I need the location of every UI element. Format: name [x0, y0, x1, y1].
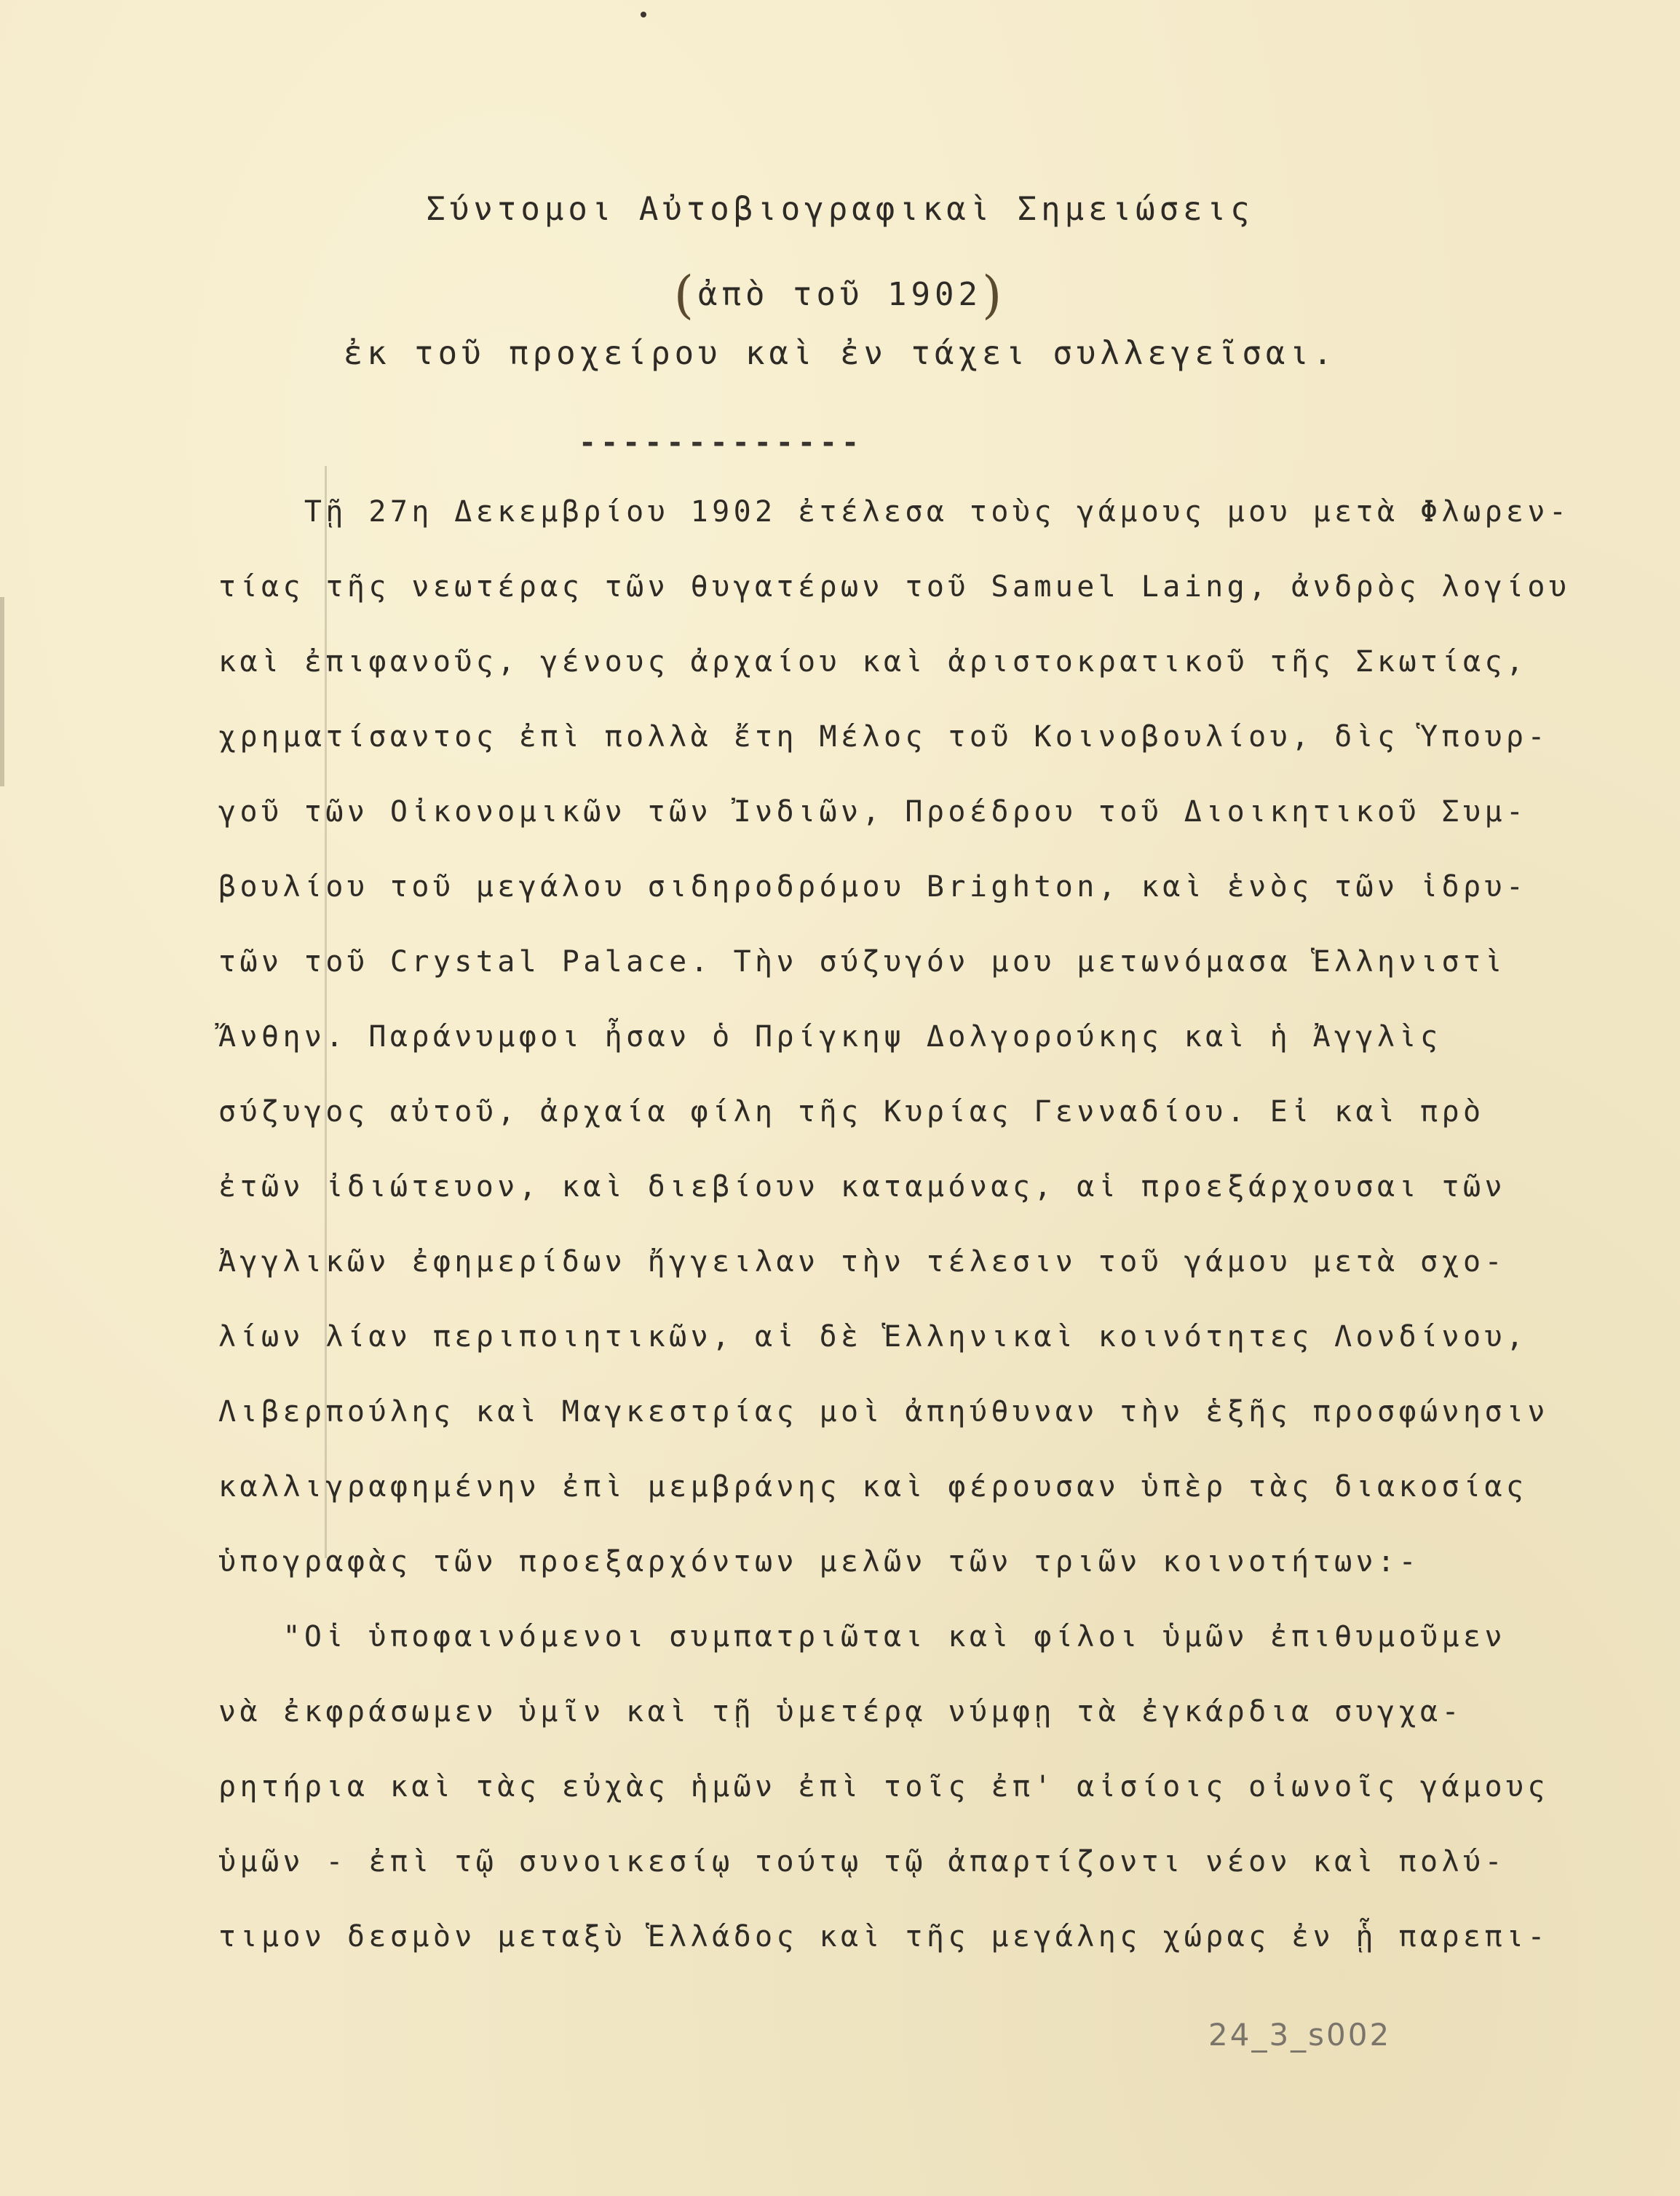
body-line: καὶ ἐπιφανοῦς, γένους ἀρχαίου καὶ ἀριστοκρατικοῦ τῆς Σκωτίας,	[218, 645, 1528, 679]
body-line: Λιβερπούλης καὶ Μαγκεστρίας μοὶ ἀπηύθυναν τὴν ἑξῆς προσφώνησιν	[218, 1395, 1549, 1429]
body-line: λίων λίαν περιποιητικῶν, αἱ δὲ Ἑλληνικαὶ κοινότητες Λονδίνου,	[218, 1320, 1528, 1354]
section-divider: -------------	[579, 426, 864, 459]
body-line: γοῦ τῶν Οἰκονομικῶν τῶν Ἰνδιῶν, Προέδρου τοῦ Διοικητικοῦ Συμ-	[218, 795, 1528, 829]
document-subtitle: ἐκ τοῦ προχείρου καὶ ἐν τάχει συλλεγεῖσαι.	[343, 335, 1337, 372]
body-line: Τῇ 27η Δεκεμβρίου 1902 ἐτέλεσα τοὺς γάμους μου μετὰ Φλωρεν-	[218, 495, 1571, 529]
body-line: ὑπογραφὰς τῶν προεξαρχόντων μελῶν τῶν τριῶν κοινοτήτων:-	[218, 1545, 1420, 1579]
archive-reference-number: 24_3_s002	[1208, 2017, 1392, 2053]
body-line: "Οἱ ὑποφαινόμενοι συμπατριῶται καὶ φίλοι ὑμῶν ἐπιθυμοῦμεν	[218, 1620, 1506, 1654]
document-title: Σύντομοι Αὐτοβιογραφικαὶ Σημειώσεις	[426, 191, 1254, 228]
body-line: χρηματίσαντος ἐπὶ πολλὰ ἔτη Μέλος τοῦ Κοινοβουλίου, δὶς Ὑπουρ-	[218, 720, 1549, 754]
paper-edge-shadow	[0, 597, 4, 786]
body-line: Ἄνθην. Παράνυμφοι ἦσαν ὁ Πρίγκηψ Δολγορούκης καὶ ἡ Ἀγγλὶς	[218, 1020, 1442, 1054]
body-line: τίας τῆς νεωτέρας τῶν θυγατέρων τοῦ Samuel Laing, ἀνδρὸς λογίου	[218, 570, 1571, 604]
subtitle-text: ἀπὸ τοῦ 1902	[698, 276, 982, 313]
body-line: ἐτῶν ἰδιώτευον, καὶ διεβίουν καταμόνας, αἱ προεξάρχουσαι τῶν	[218, 1170, 1506, 1204]
close-parenthesis: )	[981, 265, 1007, 325]
body-line: τῶν τοῦ Crystal Palace. Τὴν σύζυγόν μου μετωνόμασα Ἑλληνιστὶ	[218, 945, 1506, 979]
open-parenthesis: (	[673, 265, 699, 325]
paper-fold-line	[325, 466, 327, 1558]
body-line: βουλίου τοῦ μεγάλου σιδηροδρόμου Brighton, καὶ ἑνὸς τῶν ἱδρυ-	[218, 870, 1528, 904]
body-line: σύζυγος αὐτοῦ, ἀρχαία φίλη τῆς Κυρίας Γενναδίου. Εἰ καὶ πρὸ	[218, 1095, 1485, 1129]
body-line: Ἀγγλικῶν ἐφημερίδων ἤγγειλαν τὴν τέλεσιν τοῦ γάμου μετὰ σχο-	[218, 1245, 1506, 1279]
ink-dot	[641, 12, 646, 17]
body-line: καλλιγραφημένην ἐπὶ μεμβράνης καὶ φέρουσαν ὑπὲρ τὰς διακοσίας	[218, 1470, 1528, 1504]
body-line: ρητήρια καὶ τὰς εὐχὰς ἡμῶν ἐπὶ τοῖς ἐπ' αἰσίοις οἰωνοῖς γάμους	[218, 1770, 1549, 1804]
document-subtitle-date	[0, 265, 1680, 325]
body-line: τιμον δεσμὸν μεταξὺ Ἑλλάδος καὶ τῆς μεγάλης χώρας ἐν ᾗ παρεπι-	[218, 1920, 1549, 1954]
body-line: νὰ ἐκφράσωμεν ὑμῖν καὶ τῇ ὑμετέρᾳ νύμφῃ τὰ ἐγκάρδια συγχα-	[218, 1695, 1463, 1729]
body-line: ὑμῶν - ἐπὶ τῷ συνοικεσίῳ τούτῳ τῷ ἀπαρτίζοντι νέον καὶ πολύ-	[218, 1845, 1506, 1879]
